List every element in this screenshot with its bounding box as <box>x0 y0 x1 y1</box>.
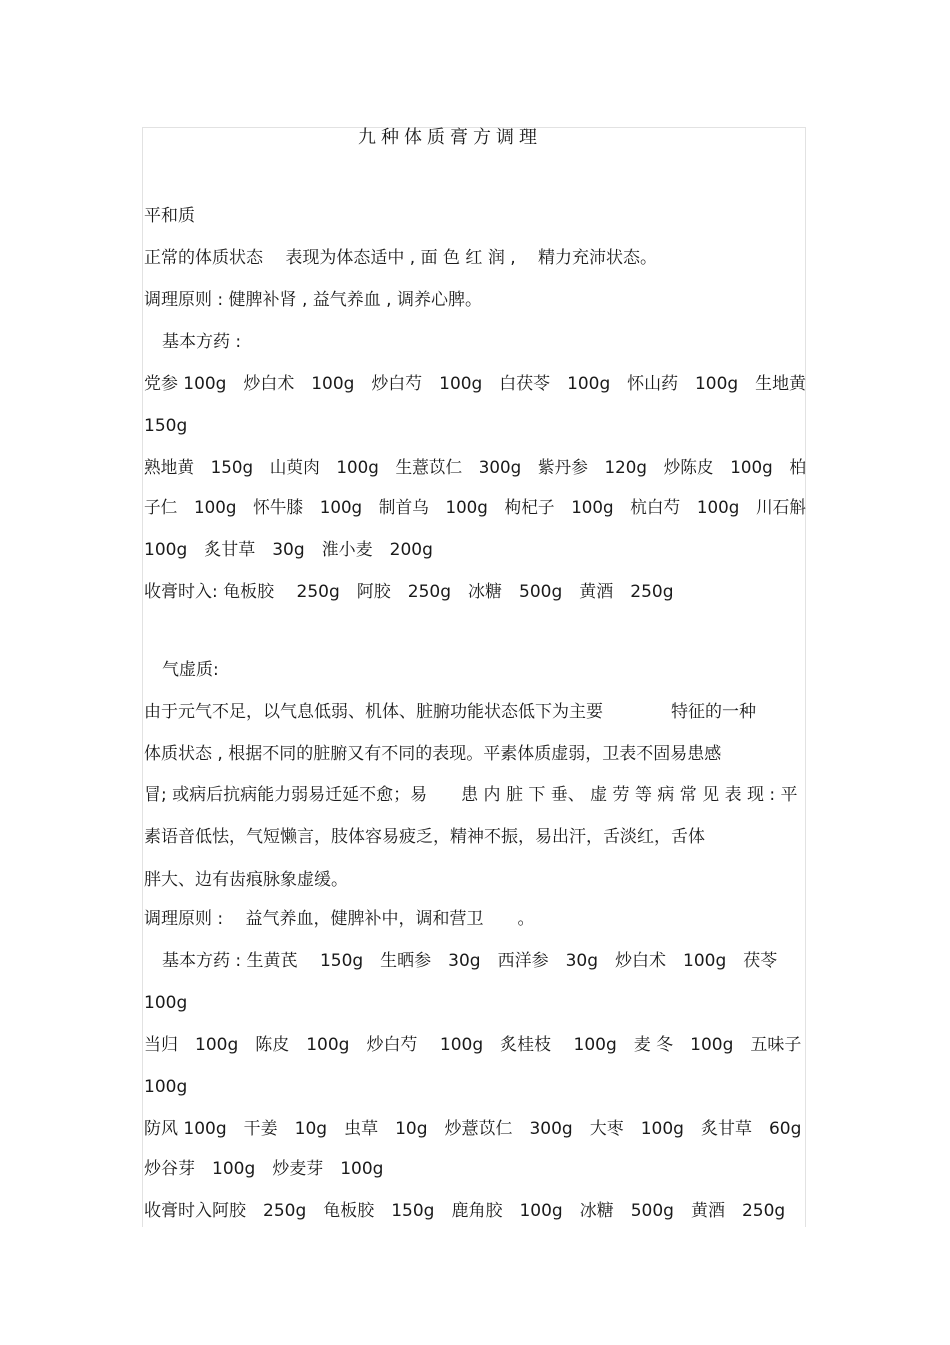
section-heading: 气虚质: <box>162 660 219 680</box>
paragraph-line: 100g <box>144 993 188 1013</box>
paragraph-line: 子仁 100g 怀牛膝 100g 制首乌 100g 枸杞子 100g 杭白芍 100g 川石斛 <box>144 498 806 518</box>
page-title: 九种体质膏方调理 <box>358 127 542 148</box>
paragraph-line: 党参 100g 炒白术 100g 炒白芍 100g 白茯苓 100g 怀山药 100g 生地黄 <box>144 374 806 394</box>
paragraph-line: 冒; 或病后抗病能力弱易迁延不愈；易 患 内 脏 下 垂、 虚 劳 等 病 常 见 表 现 : 平 <box>144 785 798 805</box>
paragraph-line: 收膏时入: 龟板胶 250g 阿胶 250g 冰糖 500g 黄酒 250g <box>144 582 674 602</box>
paragraph-line: 正常的体质状态 表现为体态适中 , 面 色 红 润 , 精力充沛状态。 <box>144 248 658 268</box>
paragraph-line: 调理原则 : 健脾补肾 , 益气养血 , 调养心脾。 <box>144 290 482 310</box>
paragraph-line: 100g 炙甘草 30g 淮小麦 200g <box>144 540 433 560</box>
paragraph-line: 当归 100g 陈皮 100g 炒白芍 100g 炙桂枝 100g 麦 冬 100g 五味子 <box>144 1035 802 1055</box>
paragraph-line: 熟地黄 150g 山萸肉 100g 生薏苡仁 300g 紫丹参 120g 炒陈皮 100g 柏 <box>144 458 806 478</box>
paragraph-line: 基本方药 : 生黄芪 150g 生晒参 30g 西洋参 30g 炒白术 100g 茯苓 <box>162 951 778 971</box>
paragraph-line: 炒谷芽 100g 炒麦芽 100g <box>144 1159 384 1179</box>
paragraph-line: 调理原则 : 益气养血，健脾补中，调和营卫 。 <box>144 909 535 929</box>
paragraph-line: 收膏时入阿胶 250g 龟板胶 150g 鹿角胶 100g 冰糖 500g 黄酒 250g <box>144 1201 786 1221</box>
paragraph-line: 由于元气不足，以气息低弱、机体、脏腑功能状态低下为主要 特征的一种 <box>144 702 756 722</box>
paragraph-line: 100g <box>144 1077 188 1097</box>
paragraph-line: 150g <box>144 416 188 436</box>
paragraph-line: 体质状态 , 根据不同的脏腑又有不同的表现。平素体质虚弱，卫表不固易患感 <box>144 744 722 764</box>
section-heading: 平和质 <box>144 206 195 226</box>
paragraph-line: 基本方药 : <box>162 332 242 352</box>
paragraph-line: 防风 100g 干姜 10g 虫草 10g 炒薏苡仁 300g 大枣 100g 炙甘草 60g <box>144 1119 802 1139</box>
paragraph-line: 素语音低怯，气短懒言，肢体容易疲乏，精神不振，易出汗，舌淡红，舌体 <box>144 827 705 847</box>
paragraph-line: 胖大、边有齿痕脉象虚缓。 <box>144 870 348 890</box>
